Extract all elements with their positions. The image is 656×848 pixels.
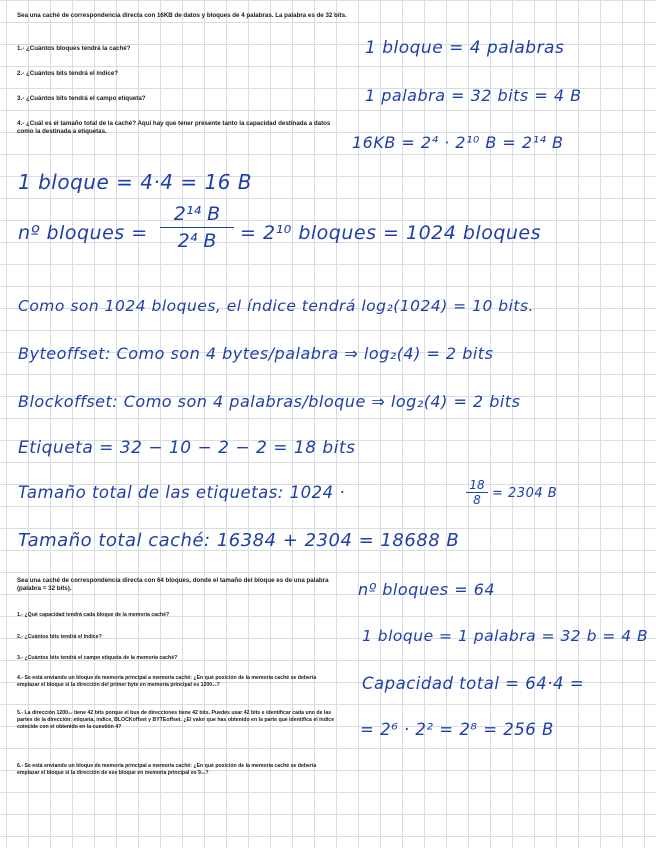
note-etiqueta: Etiqueta = 32 − 10 − 2 − 2 = 18 bits <box>18 438 356 458</box>
note-tam-etiquetas-lhs: Tamaño total de las etiquetas: 1024 · <box>18 483 346 502</box>
note-bloque-palabras: 1 bloque = 4 palabras <box>365 38 565 58</box>
exercise1-question-4: 4.- ¿Cuál es el tamaño total de la caché? Aquí hay que tener presente tanto la capacidad destinada a datos como la destinada a etiquetas. <box>17 120 331 136</box>
tam-fraction-numerator: 18 <box>469 478 485 492</box>
note-nbloques-rhs: = 2¹⁰ bloques = 1024 bloques <box>240 222 542 244</box>
note2-bloque-palabra: 1 bloque = 1 palabra = 32 b = 4 B <box>362 627 649 645</box>
exercise2-question-6: 6.- Se está enviando un bloque de memoria principal a memoria caché: ¿En qué posición de la memoria caché se debería emplazar el bloque si la dirección de ese bloque en memoria principal es 9₁₀? <box>17 763 317 777</box>
note2-capacidad: Capacidad total = 64·4 = <box>362 674 585 693</box>
note-blockoffset: Blockoffset: Como son 4 palabras/bloque ⇒ log₂(4) = 2 bits <box>18 392 521 411</box>
exercise1-statement: Sea una caché de correspondencia directa con 16KB de datos y bloques de 4 palabras. La palabra es de 32 bits. <box>17 12 347 19</box>
note-tam-etiquetas-rhs: = 2304 B <box>492 486 558 501</box>
note-indice: Como son 1024 bloques, el índice tendrá log₂(1024) = 10 bits. <box>18 297 534 315</box>
exercise1-question-3: 3.- ¿Cuántos bits tendrá el campo etiqueta? <box>17 95 146 102</box>
note2-nbloques: nº bloques = 64 <box>358 580 496 599</box>
note-16kb-power: 16KB = 2⁴ · 2¹⁰ B = 2¹⁴ B <box>352 133 564 152</box>
note-byteoffset: Byteoffset: Como son 4 bytes/palabra ⇒ log₂(4) = 2 bits <box>18 344 494 363</box>
exercise1-question-1: 1.- ¿Cuántos bloques tendrá la caché? <box>17 45 131 52</box>
exercise2-question-1: 1.- ¿Qué capacidad tendrá cada bloque de la memoria caché? <box>17 612 170 618</box>
fraction-denominator: 2⁴ B <box>177 230 217 252</box>
exercise2-question-5: 5.- La dirección 1200₁₀ tiene 42 bits porque el bus de direcciones tiene 42 bits. Puedes usar 42 bits e identificar cada uno de las partes de la dirección: etiqueta, índice, BLOCKoffset y BYTEoffset. ¿El valor que has obtenido en la parte que identifica el índice coincide con el obtenido en la cuestión 4? <box>17 710 335 731</box>
note-tam-cache: Tamaño total caché: 16384 + 2304 = 18688 B <box>18 530 460 551</box>
note-bloque-bytes: 1 bloque = 4·4 = 16 B <box>18 170 253 194</box>
exercise2-question-3: 3.- ¿Cuántos bits tendrá el campo etiqueta de la memoria caché? <box>17 655 178 661</box>
exercise2-statement: Sea una caché de correspondencia directa con 64 bloques, donde el tamaño del bloque es de una palabra (palabra = 32 bits). <box>17 577 329 593</box>
fraction-bar <box>160 227 234 228</box>
note-nbloques-lhs: nº bloques = <box>18 222 148 244</box>
exercise2-question-2: 2.- ¿Cuántos bits tendrá el índice? <box>17 634 102 640</box>
tam-fraction-denominator: 8 <box>473 493 481 507</box>
tam-etiquetas-fraction <box>466 479 488 506</box>
note-palabra-bits: 1 palabra = 32 bits = 4 B <box>365 86 582 105</box>
nbloques-fraction <box>160 203 234 252</box>
exercise2-question-4: 4.- Se está enviando un bloque de memoria principal a memoria caché: ¿En qué posición de la memoria caché se debería emplazar el bloque si la dirección del primer byte en memoria principal es 1200₁₀? <box>17 675 317 689</box>
exercise1-question-2: 2.- ¿Cuántos bits tendrá el índice? <box>17 70 119 77</box>
note2-capacidad-result: = 2⁶ · 2² = 2⁸ = 256 B <box>360 720 554 739</box>
fraction-numerator: 2¹⁴ B <box>173 203 221 225</box>
